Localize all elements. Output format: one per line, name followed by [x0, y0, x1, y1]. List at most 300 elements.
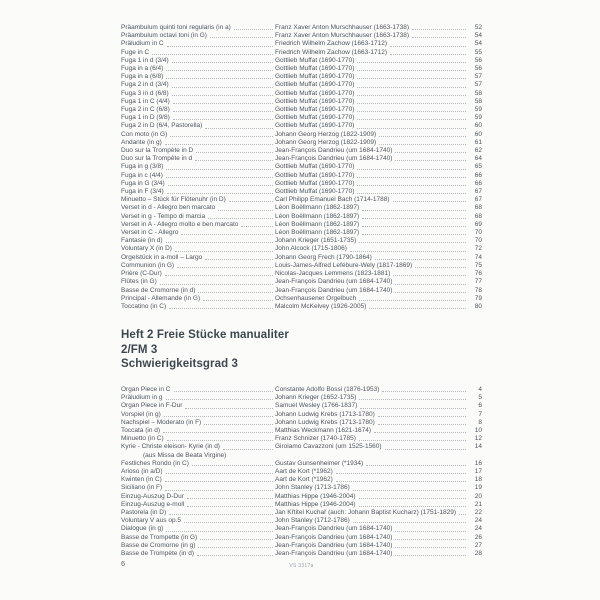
- piece-title: Dialogue (in g): [121, 525, 164, 533]
- title-cell: [121, 550, 275, 558]
- toc-entry-row: [121, 262, 482, 270]
- toc-entry-row: [121, 501, 482, 509]
- dot-leader: [208, 218, 273, 219]
- composer-name: Carl Philipp Emanuel Bach (1714-1788): [275, 196, 390, 204]
- dot-leader: [181, 234, 273, 235]
- dot-leader: [165, 481, 273, 482]
- composer-name: Matthias Weckmann (1621-1674): [275, 426, 371, 434]
- toc-entry-row: [121, 81, 482, 89]
- dot-leader: [375, 259, 466, 260]
- dot-leader: [362, 226, 466, 227]
- title-cell: [121, 427, 275, 435]
- composer-cell: [275, 262, 468, 270]
- dot-leader: [204, 424, 273, 425]
- composer-name: Jean-François Dandrieu (um 1684-1740): [275, 525, 393, 533]
- piece-title: Einzug-Auszug D-Dur: [121, 492, 184, 500]
- dot-leader: [177, 267, 273, 268]
- piece-title: Duo sur la Trompète in D: [121, 147, 194, 155]
- composer-name: Léon Boëllmann (1862-1897): [275, 212, 360, 220]
- title-cell: [121, 131, 275, 139]
- toc-entry-row: [121, 155, 482, 163]
- toc-entry-row: [121, 40, 482, 48]
- toc-entry-row: [121, 468, 482, 476]
- composer-name: Matthias Hippe (1946-2004): [275, 492, 356, 500]
- dot-leader: [173, 111, 273, 112]
- page-number: 8: [478, 418, 482, 426]
- page-number: 58: [474, 89, 482, 97]
- dot-leader: [184, 522, 273, 523]
- piece-title: Principal - Allemande (in G): [121, 294, 201, 302]
- composer-name: Malcolm McKelvey (1926-2005): [275, 302, 367, 310]
- toc-entry-row: [121, 131, 482, 139]
- composer-name: Samuel Wesley (1766-1837): [275, 402, 358, 410]
- dot-leader: [152, 54, 273, 55]
- title-cell: [121, 287, 275, 295]
- piece-title: Minuetto (in C): [121, 435, 164, 443]
- composer-cell: [275, 57, 468, 65]
- dot-leader: [172, 95, 273, 96]
- toc-entry-row: [121, 172, 482, 180]
- piece-title: Verset in d - Allegro ben marcato: [121, 204, 216, 212]
- dot-leader: [172, 87, 273, 88]
- page-number: 52: [474, 24, 482, 31]
- dot-leader: [234, 29, 273, 30]
- title-cell: [121, 24, 275, 32]
- composer-cell: [275, 509, 468, 517]
- piece-title: Fuga 1 in d (3/4): [121, 56, 169, 64]
- composer-name: Gottlieb Muffat (1690-1770): [275, 65, 355, 73]
- composer-cell: [275, 24, 468, 32]
- title-cell: [121, 476, 275, 484]
- composer-name: Franz Schnizer (1740-1785): [275, 435, 356, 443]
- page-number: 79: [474, 294, 482, 302]
- composer-name: Girolamo Cavazzoni (um 1525-1560): [275, 443, 382, 451]
- composer-name: Aart de Kort (*1962): [275, 476, 333, 484]
- page-number: 14: [474, 443, 482, 451]
- composer-cell: [275, 402, 468, 410]
- page-number: 19: [474, 484, 482, 492]
- piece-title: Fuga in a (6/8): [121, 73, 164, 81]
- title-cell: [121, 90, 275, 98]
- page-number: 64: [474, 155, 482, 163]
- title-cell: [121, 40, 275, 48]
- dot-leader: [165, 490, 273, 491]
- dot-leader: [175, 251, 273, 252]
- page-number: 68: [474, 204, 482, 212]
- composer-cell: [275, 460, 468, 468]
- page-number: 77: [474, 278, 482, 286]
- title-cell: [121, 402, 275, 410]
- piece-title: Nachspiel – Moderato (in F): [121, 418, 202, 426]
- toc-entry-row: [121, 386, 482, 394]
- dot-leader: [395, 539, 466, 540]
- composer-cell: [275, 237, 468, 245]
- page-number: 24: [474, 517, 482, 525]
- dot-leader: [357, 111, 466, 112]
- composer-name: Gottlieb Muffat (1690-1770): [275, 97, 355, 105]
- dot-leader: [359, 242, 466, 243]
- page-number: 59: [474, 114, 482, 122]
- dot-leader: [362, 218, 466, 219]
- dot-leader: [167, 193, 273, 194]
- composer-cell: [275, 40, 468, 48]
- composer-cell: [275, 139, 468, 147]
- composer-name: John Alcock (1715-1806): [275, 245, 347, 253]
- composer-cell: [275, 493, 468, 501]
- title-cell: [121, 394, 275, 402]
- dot-leader: [200, 539, 273, 540]
- composer-name: Johann Georg Herzog (1822-1909): [275, 138, 377, 146]
- piece-title: Kwinten (in C): [121, 476, 162, 484]
- dot-leader: [174, 391, 274, 392]
- piece-title: Prière (C-Dur): [121, 270, 162, 278]
- dot-leader: [353, 522, 466, 523]
- plate-number: VS 3317a: [289, 563, 314, 569]
- composer-name: John Stanley (1713-1786): [275, 484, 350, 492]
- composer-cell: [275, 73, 468, 81]
- dot-leader: [359, 300, 466, 301]
- composer-cell: [275, 155, 468, 163]
- piece-title: Fuga 1 in D (9/8): [121, 114, 170, 122]
- piece-title: Pastorela (in D): [121, 508, 167, 516]
- composer-cell: [275, 180, 468, 188]
- dot-leader: [170, 136, 273, 137]
- piece-title: Fuga in a (6/4): [121, 65, 164, 73]
- piece-title: Verset in A - Allegro molto e ben marcato: [121, 220, 239, 228]
- dot-leader: [164, 416, 273, 417]
- page-number: 55: [474, 48, 482, 56]
- toc-entry-row: [121, 394, 482, 402]
- toc-entry-row: [121, 180, 482, 188]
- toc-entry-row: [121, 213, 482, 221]
- page-number: 60: [474, 130, 482, 138]
- dot-leader: [218, 210, 273, 211]
- section-heading-line2: 2/FM 3: [121, 343, 158, 356]
- title-cell: [121, 419, 275, 427]
- title-subtitle-row: [121, 452, 482, 460]
- title-cell: [121, 139, 275, 147]
- piece-title: Verset in C - Allegro: [121, 229, 179, 237]
- piece-title: Vorspiel (in g): [121, 410, 161, 418]
- piece-title: Organ Piece in C: [121, 385, 171, 393]
- composer-cell: [275, 32, 468, 40]
- dot-leader: [362, 210, 466, 211]
- composer-cell: [275, 114, 468, 122]
- composer-name: Jean-François Dandrieu (um 1684-1740): [275, 549, 393, 557]
- piece-title: Fuga 1 in C (4/4): [121, 97, 170, 105]
- toc-entry-row: [121, 98, 482, 106]
- piece-title: Toccata (in d): [121, 426, 161, 434]
- title-cell: [121, 106, 275, 114]
- composer-name: John Stanley (1712-1786): [275, 517, 350, 525]
- toc-entry-row: [121, 122, 482, 130]
- composer-cell: [275, 419, 468, 427]
- toc-entry-row: [121, 411, 482, 419]
- dot-leader: [172, 62, 273, 63]
- composer-name: Jean-François Dandrieu (um 1684-1740): [275, 147, 393, 155]
- composer-cell: [275, 411, 468, 419]
- page-footer: [121, 559, 482, 573]
- title-cell: [121, 443, 275, 451]
- dot-leader: [459, 514, 466, 515]
- dot-leader: [229, 201, 273, 202]
- piece-title: Fuga 3 in d (6/8): [121, 89, 169, 97]
- dot-leader: [395, 547, 466, 548]
- piece-subtitle: (aus Missa de Beata Virgine): [143, 451, 227, 459]
- toc-entry-row: [121, 106, 482, 114]
- dot-leader: [359, 399, 466, 400]
- dot-leader: [378, 424, 466, 425]
- dot-leader: [167, 440, 273, 441]
- toc-entry-row: [121, 65, 482, 73]
- dot-leader: [357, 177, 466, 178]
- composer-cell: [275, 147, 468, 155]
- title-cell: [121, 155, 275, 163]
- composer-name: Gottlieb Muffat (1690-1770): [275, 188, 355, 196]
- page-number: 58: [474, 97, 482, 105]
- piece-title: Andante (in g): [121, 138, 162, 146]
- title-cell: [121, 204, 275, 212]
- page-number: 66: [474, 171, 482, 179]
- piece-title: Voluntary X (in D): [121, 245, 172, 253]
- composer-name: Johann Ludwig Krebs (1713-1780): [275, 418, 375, 426]
- composer-name: Léon Boëllmann (1862-1897): [275, 229, 360, 237]
- title-cell: [121, 122, 275, 130]
- toc-entry-row: [121, 484, 482, 492]
- title-cell: [121, 180, 275, 188]
- dot-leader: [385, 449, 466, 450]
- composer-cell: [275, 131, 468, 139]
- composer-name: Johann Krieger (1651-1735): [275, 237, 357, 245]
- dot-leader: [357, 87, 466, 88]
- page-number: 70: [474, 237, 482, 245]
- dot-leader: [165, 275, 273, 276]
- composer-name: Gottlieb Muffat (1690-1770): [275, 81, 355, 89]
- composer-name: Jean-François Dandrieu (um 1684-1740): [275, 533, 393, 541]
- toc-entry-row: [121, 163, 482, 171]
- title-cell: [121, 98, 275, 106]
- composer-cell: [275, 427, 468, 435]
- dot-leader: [198, 547, 273, 548]
- title-cell: [121, 245, 275, 253]
- toc-entry-row: [121, 57, 482, 65]
- page-number: 74: [474, 253, 482, 261]
- composer-name: Jean-François Dandrieu (um 1684-1740): [275, 155, 393, 163]
- dot-leader: [362, 234, 466, 235]
- composer-cell: [275, 229, 468, 237]
- dot-leader: [374, 432, 466, 433]
- page-number: 75: [474, 261, 482, 269]
- composer-cell: [275, 221, 468, 229]
- toc-entry-row: [121, 303, 482, 311]
- title-cell: [121, 147, 275, 155]
- composer-cell: [275, 550, 468, 558]
- composer-name: Gottlieb Muffat (1690-1770): [275, 114, 355, 122]
- piece-title: Fuga in c (4/4): [121, 171, 163, 179]
- composer-name: Johann Georg Frech (1790-1864): [275, 253, 372, 261]
- dot-leader: [195, 160, 273, 161]
- piece-title: Con moto (in G): [121, 130, 168, 138]
- toc-entry-row: [121, 476, 482, 484]
- composer-name: Johann Krieger (1652-1735): [275, 394, 357, 402]
- composer-cell: [275, 517, 468, 525]
- composer-name: Gottlieb Muffat (1690-1770): [275, 73, 355, 81]
- dot-leader: [379, 136, 466, 137]
- piece-title: Basse de Cromorne (in d): [121, 286, 196, 294]
- title-cell: [121, 411, 275, 419]
- composer-name: Franz Xaver Anton Murschhauser (1663-1738): [275, 24, 410, 31]
- dot-leader: [359, 440, 466, 441]
- dot-leader: [166, 242, 273, 243]
- piece-title: Präambulum quinti toni regularis (in a): [121, 24, 231, 31]
- composer-cell: [275, 435, 468, 443]
- composer-name: Gustav Gunsenheimer (*1934): [275, 459, 364, 467]
- composer-cell: [275, 245, 468, 253]
- page-number: 57: [474, 73, 482, 81]
- title-cell: [121, 188, 275, 196]
- piece-title: Verset in g - Tempo di marcia: [121, 212, 206, 220]
- dot-leader: [169, 514, 273, 515]
- page-number: 4: [478, 385, 482, 393]
- composer-cell: [275, 476, 468, 484]
- toc-entry-row: [121, 493, 482, 501]
- composer-cell: [275, 122, 468, 130]
- title-cell: [121, 468, 275, 476]
- toc-entry-row: [121, 204, 482, 212]
- title-cell: [121, 49, 275, 57]
- title-cell: [121, 295, 275, 303]
- dot-leader: [166, 78, 273, 79]
- dot-leader: [198, 292, 273, 293]
- dot-leader: [395, 292, 466, 293]
- toc-entry-row: [121, 550, 482, 558]
- composer-name: Gottlieb Muffat (1690-1770): [275, 106, 355, 114]
- page-number: 24: [474, 525, 482, 533]
- dot-leader: [357, 95, 466, 96]
- dot-leader: [166, 169, 273, 170]
- title-cell: [121, 493, 275, 501]
- title-cell: [121, 542, 275, 550]
- composer-name: Friedrich Wilhelm Zachow (1663-1712): [275, 48, 387, 56]
- composer-cell: [275, 196, 468, 204]
- toc-entry-row: [121, 278, 482, 286]
- page-number: 16: [474, 459, 482, 467]
- piece-title: Fuga 2 in d (3/4): [121, 81, 169, 89]
- page-number: 54: [474, 32, 482, 40]
- composer-name: Johann Ludwig Krebs (1713-1780): [275, 410, 375, 418]
- composer-cell: [275, 525, 468, 533]
- title-cell: [121, 172, 275, 180]
- composer-cell: [275, 534, 468, 542]
- title-cell: [121, 525, 275, 533]
- dot-leader: [390, 46, 466, 47]
- page-number: 67: [474, 188, 482, 196]
- dot-leader: [357, 169, 466, 170]
- piece-title: Fuga in F (3/4): [121, 188, 164, 196]
- piece-title: Fuga in g (3/8): [121, 163, 164, 171]
- composer-name: Johann Georg Herzog (1822-1909): [275, 130, 377, 138]
- dot-leader: [357, 62, 466, 63]
- title-cell: [121, 278, 275, 286]
- dot-leader: [382, 391, 466, 392]
- toc-section-1: [121, 24, 482, 311]
- title-cell: [121, 73, 275, 81]
- composer-name: Gottlieb Muffat (1690-1770): [275, 56, 355, 64]
- dot-leader: [393, 275, 466, 276]
- composer-name: Gottlieb Muffat (1690-1770): [275, 171, 355, 179]
- composer-name: Ochsenhausener Orgelbuch: [275, 294, 357, 302]
- title-cell: [121, 517, 275, 525]
- page-number: 7: [478, 410, 482, 418]
- piece-title: Fantasie (in d): [121, 237, 163, 245]
- title-cell: [121, 534, 275, 542]
- toc-entry-row: [121, 188, 482, 196]
- page-number: 54: [474, 40, 482, 48]
- composer-name: Jean-François Dandrieu (um 1684-1740): [275, 286, 393, 294]
- title-cell: [121, 262, 275, 270]
- composer-cell: [275, 484, 468, 492]
- dot-leader: [359, 506, 466, 507]
- dot-leader: [168, 185, 273, 186]
- composer-cell: [275, 98, 468, 106]
- piece-title: Siciliano (in F): [121, 484, 163, 492]
- page-number: 67: [474, 196, 482, 204]
- composer-cell: [275, 501, 468, 509]
- dot-leader: [357, 70, 466, 71]
- title-cell: [121, 163, 275, 171]
- composer-name: Franz Xaver Anton Murschhauser (1663-1738): [275, 32, 410, 40]
- dot-leader: [160, 284, 273, 285]
- dot-leader: [395, 284, 466, 285]
- toc-entry-row: [121, 419, 482, 427]
- dot-leader: [393, 201, 466, 202]
- piece-title: Fuga 2 in D (6/4, Pastorella): [121, 122, 203, 130]
- dot-leader: [166, 531, 273, 532]
- toc-entry-row: [121, 90, 482, 98]
- piece-title: Fuga in G (3/4): [121, 179, 165, 187]
- piece-title: Arioso (in a/D): [121, 467, 163, 475]
- dot-leader: [205, 259, 273, 260]
- dot-leader: [378, 416, 466, 417]
- toc-entry-row: [121, 517, 482, 525]
- toc-entry-row: [121, 525, 482, 533]
- page-number: 65: [474, 163, 482, 171]
- page-number: 80: [474, 302, 482, 310]
- dot-leader: [167, 46, 273, 47]
- composer-cell: [275, 106, 468, 114]
- piece-title: Einzug-Auszug e-moll: [121, 500, 185, 508]
- page-number: 26: [474, 533, 482, 541]
- piece-title: Fuge in C: [121, 48, 150, 56]
- composer-cell: [275, 443, 468, 451]
- title-cell: [121, 57, 275, 65]
- page-number: 27: [474, 541, 482, 549]
- toc-entry-row: [121, 402, 482, 410]
- dot-leader: [187, 506, 273, 507]
- composer-cell: [275, 542, 468, 550]
- piece-title: Communion (in G): [121, 261, 175, 269]
- toc-entry-row: [121, 270, 482, 278]
- dot-leader: [166, 177, 273, 178]
- dot-leader: [163, 432, 273, 433]
- composer-cell: [275, 163, 468, 171]
- page-number: 61: [474, 138, 482, 146]
- composer-cell: [275, 254, 468, 262]
- page-number: 20: [474, 492, 482, 500]
- piece-title: Basse de Trompète (in d): [121, 549, 194, 557]
- toc-entry-row: [121, 49, 482, 57]
- toc-entry-row: [121, 139, 482, 147]
